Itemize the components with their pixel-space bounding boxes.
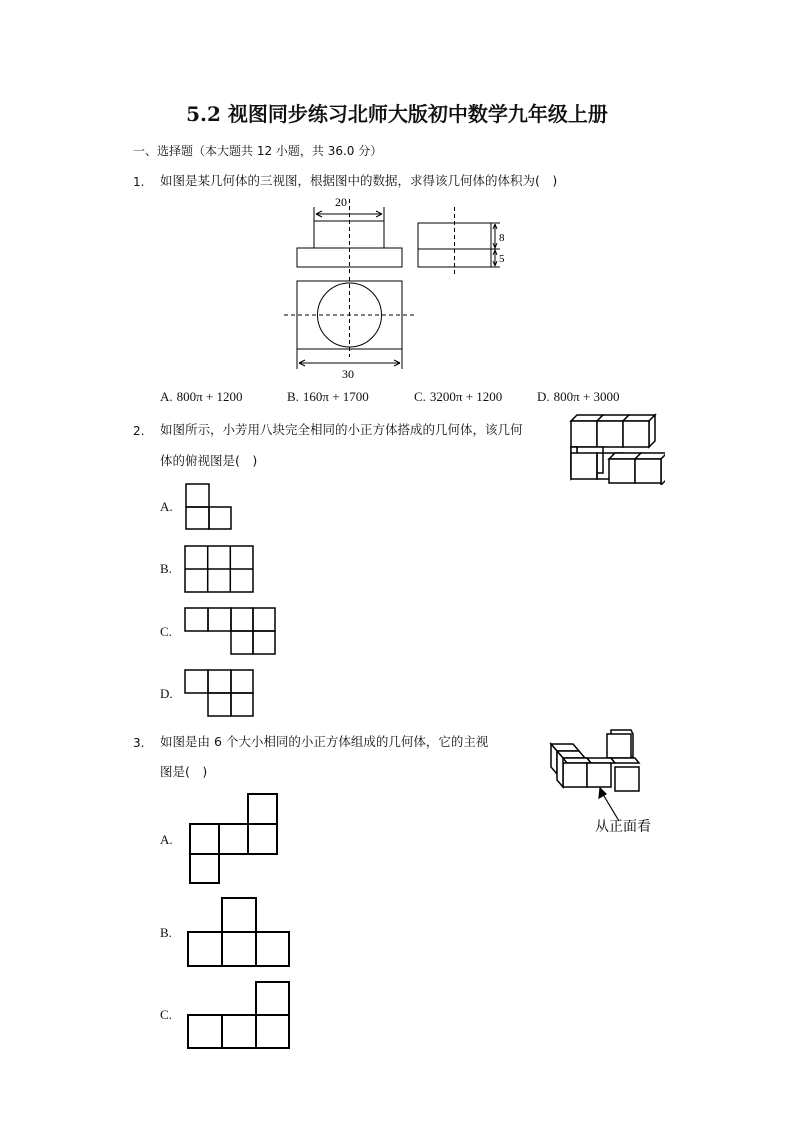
dim-right-a-label: 8 xyxy=(499,232,505,244)
q2-option-d[interactable]: D. xyxy=(160,686,173,701)
option-text: 160π + 1700 xyxy=(302,389,369,404)
option-label: B. xyxy=(287,389,299,404)
q2-text-line1: 如图所示，小芳用八块完全相同的小正方体搭成的几何体，该几何 xyxy=(160,422,523,437)
q3-number: 3. xyxy=(133,736,145,750)
q1-three-view-figure xyxy=(280,195,520,380)
option-label: C. xyxy=(414,389,426,404)
q1-number: 1. xyxy=(133,175,145,189)
q2-option-c[interactable]: C. xyxy=(160,624,172,639)
q2-option-c-grid[interactable] xyxy=(184,607,278,657)
q3-figure-caption: 从正面看 xyxy=(595,820,651,835)
option-text: 800π + 1200 xyxy=(176,389,243,404)
q2-option-a-grid[interactable] xyxy=(185,483,235,531)
q1-option-d[interactable] xyxy=(537,389,620,405)
q2-option-b[interactable]: B. xyxy=(160,561,172,576)
option-text: 3200π + 1200 xyxy=(429,389,503,404)
q2-option-b-grid[interactable] xyxy=(184,545,256,595)
page-title: 5.2 视图同步练习北师大版初中数学九年级上册 xyxy=(186,102,608,126)
q3-text-line1: 如图是由 6 个大小相同的小正方体组成的几何体，它的主视 xyxy=(160,734,489,749)
q3-cube-stack-figure xyxy=(545,725,655,840)
q2-cube-stack-figure xyxy=(565,410,665,485)
option-text: 800π + 3000 xyxy=(553,389,620,404)
q2-text-line2: 体的俯视图是( ) xyxy=(160,453,258,468)
q3-text-line2: 图是( ) xyxy=(160,764,208,779)
q1-option-b[interactable] xyxy=(287,389,369,405)
q1-text: 如图是某几何体的三视图，根据图中的数据，求得该几何体的体积为( ) xyxy=(160,173,558,188)
dim-top-label: 20 xyxy=(335,195,347,209)
dim-bottom-label: 30 xyxy=(342,367,354,380)
q3-option-c[interactable]: C. xyxy=(160,1007,172,1022)
q3-option-a[interactable]: A. xyxy=(160,832,173,847)
q2-option-d-grid[interactable] xyxy=(184,669,256,719)
q2-number: 2. xyxy=(133,424,145,438)
q3-option-c-grid[interactable] xyxy=(186,980,292,1052)
section-heading: 一、选择题（本大题共 12 小题，共 36.0 分） xyxy=(133,144,383,158)
q2-option-a[interactable]: A. xyxy=(160,499,173,514)
q1-option-a[interactable] xyxy=(160,389,243,405)
q3-option-a-grid[interactable] xyxy=(188,792,280,886)
q3-option-b[interactable]: B. xyxy=(160,925,172,940)
option-label: D. xyxy=(537,389,550,404)
dim-right-b-label: 5 xyxy=(499,253,505,265)
q3-option-b-grid[interactable] xyxy=(186,896,292,968)
option-label: A. xyxy=(160,389,173,404)
q1-option-c[interactable] xyxy=(414,389,502,405)
